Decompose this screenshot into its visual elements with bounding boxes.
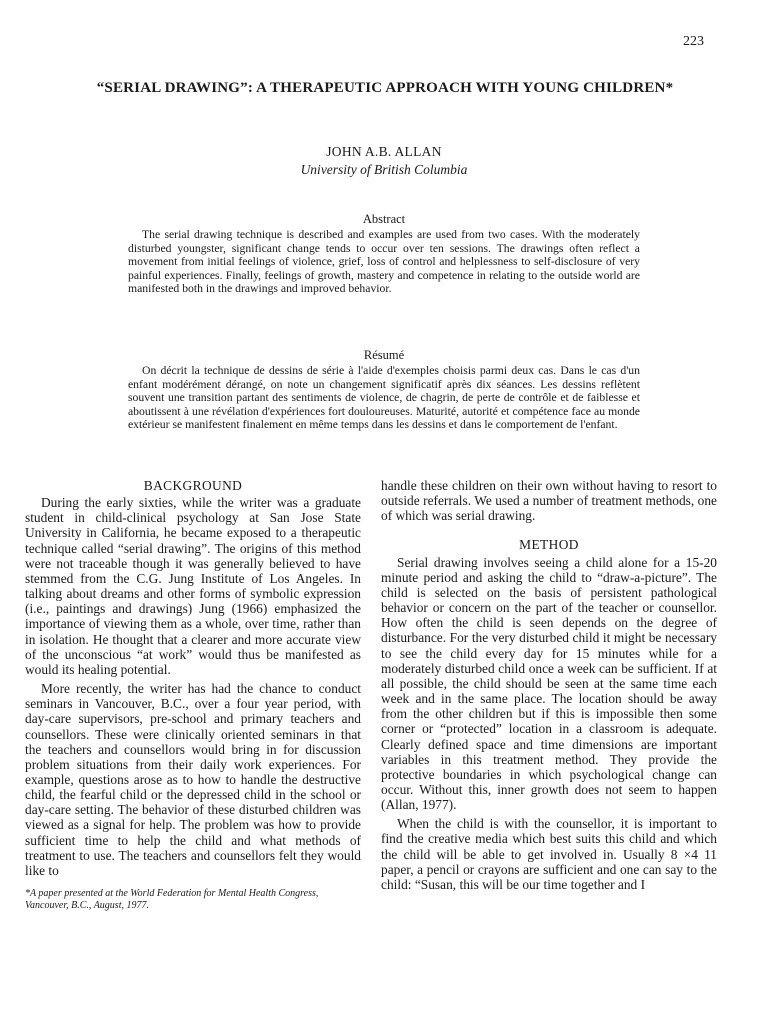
method-paragraph-2: When the child is with the counsellor, it is important to find the creative media which best suits this child and which the child will be able to get involved in. Usually 8 ×4 11 paper, a pencil or crayons are sufficient and one can say to the child: “Susan, this will be our time together and I: [381, 816, 717, 892]
method-heading: METHOD: [519, 537, 579, 553]
abstract-body: [128, 228, 640, 296]
background-heading: BACKGROUND: [143, 478, 243, 493]
footnote: *A paper presented at the World Federation for Mental Health Congress, Vancouver, B.C., August, 1977.: [25, 888, 319, 912]
background-paragraph-3: handle these children on their own without having to resort to outside referrals. We used a number of treatment methods, one of which was serial drawing.: [381, 478, 717, 524]
resume-body: [128, 364, 640, 432]
page-number: 223: [683, 34, 704, 49]
background-paragraph-1: During the early sixties, while the writer was a graduate student in child-clinical psychology at San Jose State University in California, he became exposed to a therapeutic technique called “serial drawing”. The origins of this method were not traceable though it was generally believed to have stemmed from the C.G. Jung Institute of Los Angeles. In talking about dreams and other forms of symbolic expression (i.e., paintings and drawings) Jung (1966) emphasized the importance of viewing them as a whole, over time, rather than in isolation. He thought that a clearer and more accurate view of the unconscious “at work” would thus be manifested as would its healing potential.: [25, 495, 361, 677]
author-affiliation: University of British Columbia: [300, 162, 468, 177]
paper-title: “SERIAL DRAWING”: A THERAPEUTIC APPROACH WITH YOUNG CHILDREN*: [96, 80, 674, 96]
right-column: [381, 478, 717, 896]
abstract-text: The serial drawing technique is described and examples are used from two cases. With the moderately disturbed youngster, significant change tends to occur over ten sessions. The drawings often reflect a movement from initial feelings of violence, grief, loss of control and helplessness to self-disclosure of very painful experiences. Finally, feelings of growth, mastery and competence in relating to the outside world are manifested both in the drawings and improved behavior.: [128, 228, 640, 296]
left-column: [25, 478, 361, 912]
background-paragraph-2: More recently, the writer has had the chance to conduct seminars in Vancouver, B.C., over a four year period, with day-care supervisors, pre-school and primary teachers and counsellors. These were clinically oriented seminars in that the teachers and counsellors would bring in for discussion problem situations from their daily work experiences. For example, questions arose as to how to handle the destructive child, the fearful child or the depressed child in the school or day-care setting. The behavior of these disturbed children was viewed as a signal for help. The problem was how to provide sufficient time to help the child and what methods of treatment to use. The teachers and counsellors felt they would like to: [25, 681, 361, 878]
method-paragraph-1: Serial drawing involves seeing a child alone for a 15-20 minute period and asking the child to “draw-a-picture”. The child is selected on the basis of persistent pathological behavior or concern on the part of the teacher or counsellor. How often the child is seen depends on the degree of disturbance. For the very disturbed child it might be necessary to see the child every day for 15 minutes while for a moderately disturbed child once a week can be sufficient. If at all possible, the child should be seen at the same time each week and in the same place. The location should be away from the other children but if this is impossible then some corner or “protected” location in a classroom is adequate. Clearly defined space and time dimensions are important variables in this treatment method. They provide the protective boundaries in which psychological change can occur. Without this, inner growth does not seem to happen (Allan, 1977).: [381, 554, 717, 813]
resume-text: On décrit la technique de dessins de série à l'aide d'exemples choisis parmi deux cas. Dans le cas d'un enfant modérément dérangé, on note un changement significatif après dix séances. Les dessins reflètent souvent une transition partant des sentiments de violence, de chagrin, de perte de contrôle et de faiblesse et aboutissent à une révélation d'expériences fort douloureuses. Maturité, autorité et compétence face au monde extérieur se manifestent finalement en même temps dans les dessins et dans le comportement de l'enfant.: [128, 364, 640, 432]
abstract-heading: Abstract: [362, 212, 406, 226]
author-name: JOHN A.B. ALLAN: [326, 144, 442, 159]
resume-heading: Résumé: [363, 348, 405, 362]
